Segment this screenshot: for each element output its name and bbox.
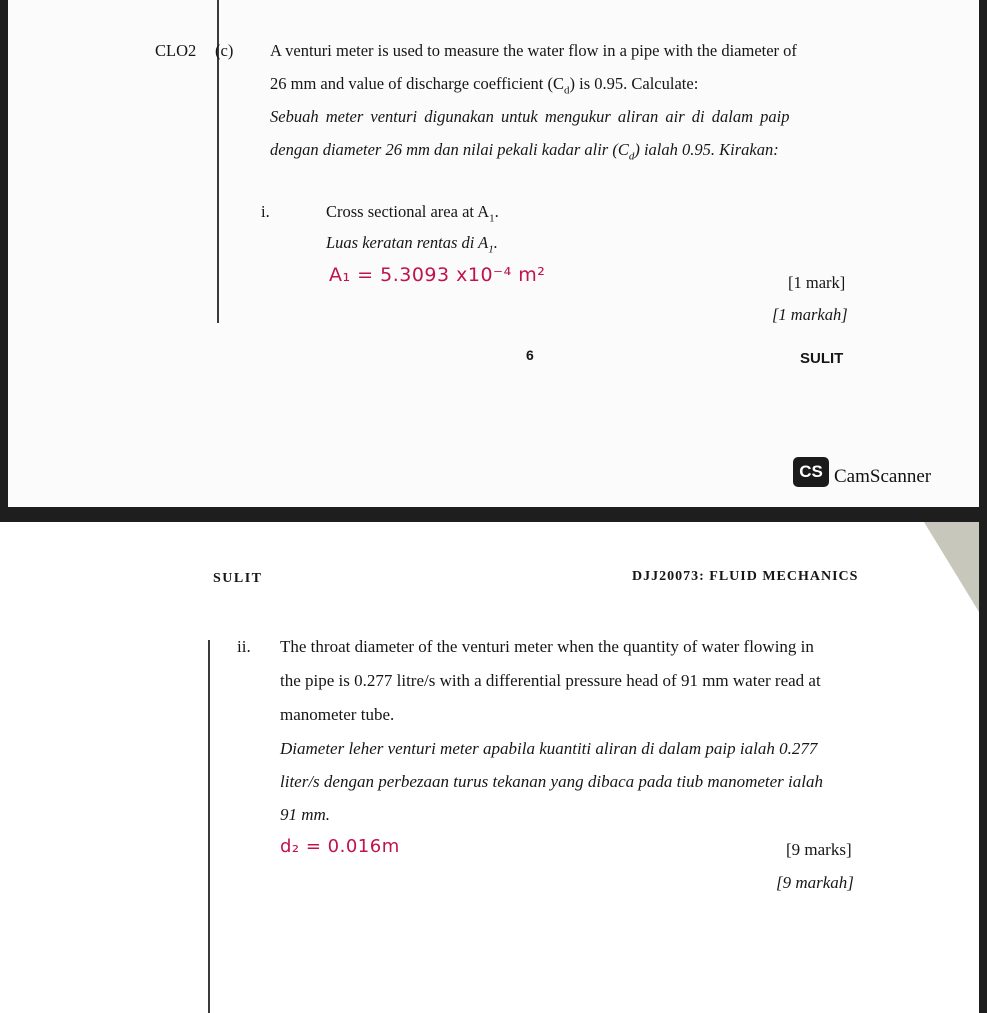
question-ii-en-line-3: manometer tube. — [280, 705, 395, 724]
scan-page-1 — [8, 0, 979, 507]
camscanner-logo-icon: CS — [793, 457, 829, 487]
sub-question-ii-number: ii. — [237, 637, 251, 656]
question-ii-my-line-1: Diameter leher venturi meter apabila kuantiti aliran di dalam paip ialah 0.277 — [280, 739, 818, 758]
sub-question-i-en: Cross sectional area at $A_1$. — [326, 202, 499, 225]
margin-line — [208, 640, 210, 1013]
sulit-footer: SULIT — [800, 350, 844, 367]
question-my-line-2: dengan diameter 26 mm dan nilai pekali kadar alir $(C_d)$ ialah 0.95. Kirakan: — [270, 140, 779, 163]
question-ii-en-line-1: The throat diameter of the venturi meter when the quantity of water flowing in — [280, 637, 814, 656]
question-en-line-1: A venturi meter is used to measure the water flow in a pipe with the diameter of — [270, 41, 797, 60]
question-ii-my-line-3: 91 mm. — [280, 805, 331, 824]
header-sulit: SULIT — [213, 571, 263, 586]
camscanner-label: CamScanner — [834, 466, 932, 487]
question-ii-en-line-2: the pipe is 0.277 litre/s with a differential pressure head of 91 mm water read at — [280, 671, 821, 690]
mark-en-ii: [9 marks] — [786, 840, 852, 859]
question-ii-my-line-2: liter/s dengan perbezaan turus tekanan yang dibaca pada tiub manometer ialah — [280, 772, 823, 791]
mark-my-i: [1 markah] — [772, 305, 848, 324]
header-course: DJJ20073: FLUID MECHANICS — [632, 569, 859, 584]
page-number: 6 — [526, 347, 534, 363]
scan-page-2 — [0, 522, 979, 1013]
sub-question-i-my: Luas keratan rentas di $A_1$. — [326, 233, 498, 256]
mark-en-i: [1 mark] — [788, 273, 846, 292]
handwritten-answer-i: A₁ = 5.3093 x10⁻⁴ m² — [329, 264, 546, 286]
clo-label: CLO2 — [155, 41, 197, 60]
page-fold-corner — [924, 522, 979, 612]
question-my-line-1: Sebuah meter venturi digunakan untuk mengukur aliran air di dalam paip — [270, 107, 790, 126]
mark-my-ii: [9 markah] — [776, 873, 854, 892]
sub-question-i-number: i. — [261, 202, 270, 221]
handwritten-answer-ii: d₂ = 0.016m — [280, 836, 400, 857]
part-label: (c) — [215, 41, 234, 60]
question-en-line-2: 26 mm and value of discharge coefficient $(C_d)$ is 0.95. Calculate: — [270, 74, 699, 97]
